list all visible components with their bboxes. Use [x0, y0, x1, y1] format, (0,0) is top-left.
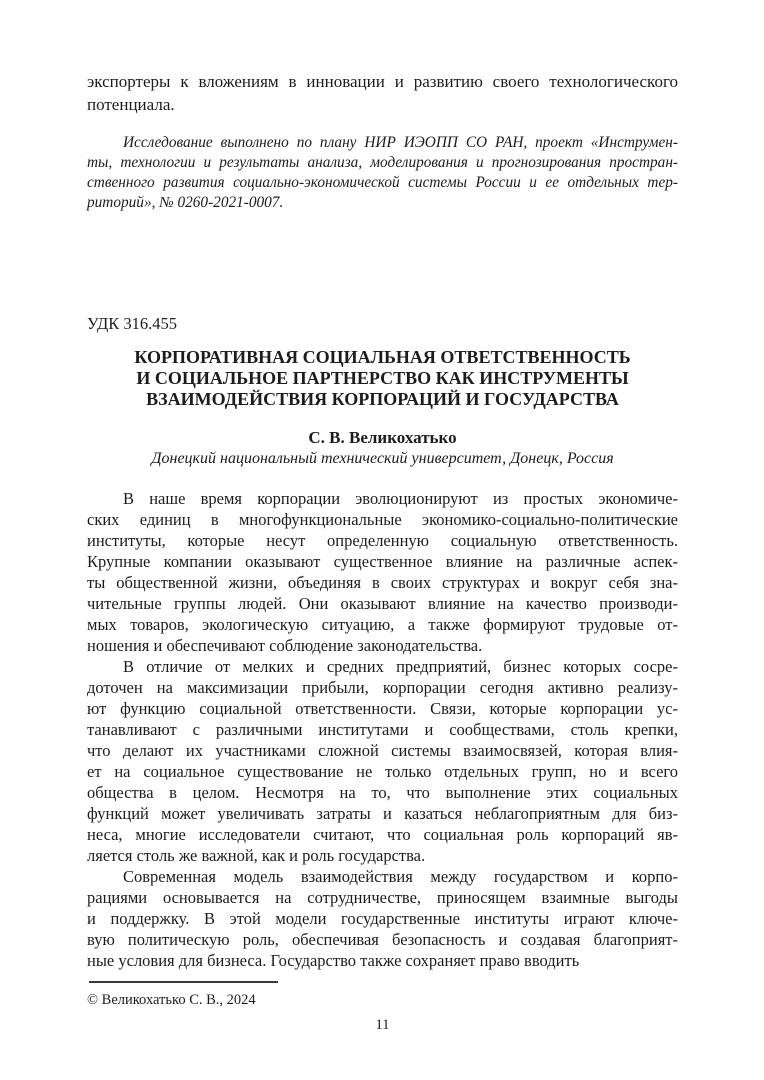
text-line: ты, технологии и результаты анализа, моделирования и прогнозирования простран- — [87, 154, 678, 171]
text-line: общества в целом. Несмотря на то, что выполнение этих социальных — [87, 783, 678, 802]
text-line: риторий», № 0260-2021-0007. — [87, 194, 284, 211]
text-line: ет на социальное существование не только отдельных групп, но и всего — [87, 762, 678, 781]
body-paragraph-3 — [87, 866, 678, 971]
text-line: что делают их участниками сложной системы взаимосвязей, которая влия- — [87, 741, 678, 760]
udc-classification-code: УДК 316.455 — [87, 314, 178, 333]
page-number: 11 — [375, 1017, 390, 1033]
text-line: ственного развития социально-экономической системы России и ее отдельных тер- — [87, 174, 678, 191]
footnote-separator-rule — [89, 981, 278, 983]
article-body — [87, 488, 678, 971]
text-line: потенциала. — [87, 95, 175, 114]
text-line: ношения и обеспечивают соблюдение законодательства. — [87, 636, 483, 655]
text-line: танавливают с различными институтами и сообществами, столь крепки, — [87, 720, 678, 739]
text-line: Крупные компании оказывают существенное влияние на различные аспек- — [87, 552, 678, 571]
body-paragraph-2 — [87, 656, 678, 866]
text-line: ляется столь же важной, как и роль государства. — [87, 846, 426, 865]
text-line: В наше время корпорации эволюционируют из простых экономиче- — [123, 489, 678, 508]
funding-acknowledgment-paragraph — [87, 133, 678, 213]
text-line: экспортеры к вложениям в инновации и развитию своего технологического — [87, 72, 678, 91]
text-line: функций может увеличивать затраты и казаться неблагоприятным для биз- — [87, 804, 678, 823]
text-line: И СОЦИАЛЬНОЕ ПАРТНЕРСТВО КАК ИНСТРУМЕНТЫ — [136, 368, 629, 388]
previous-article-fragment-paragraph — [87, 70, 678, 116]
text-line: ВЗАИМОДЕЙСТВИЯ КОРПОРАЦИЙ И ГОСУДАРСТВА — [146, 389, 619, 409]
text-line: КОРПОРАТИВНАЯ СОЦИАЛЬНАЯ ОТВЕТСТВЕННОСТЬ — [134, 347, 631, 367]
text-line: неса, многие исследователи считают, что социальная роль корпораций яв- — [87, 825, 678, 844]
text-line: ских единиц в многофункциональные экономико-социально-политические — [87, 510, 678, 529]
article-title — [87, 347, 678, 410]
text-line: рациями основывается на сотрудничестве, приносящем взаимные выгоды — [87, 888, 678, 907]
text-line: и поддержку. В этой модели государственные институты играют ключе- — [87, 909, 678, 928]
text-line: Современная модель взаимодействия между государством и корпо- — [123, 867, 678, 886]
article-author: С. В. Великохатько — [308, 428, 457, 447]
text-line: институты, которые несут определенную социальную ответственность. — [87, 531, 678, 550]
text-line: В отличие от мелких и средних предприятий, бизнес которых сосре- — [123, 657, 678, 676]
text-line: ные условия для бизнеса. Государство также сохраняет право вводить — [87, 951, 580, 970]
text-line: чительные группы людей. Они оказывают влияние на качество производи- — [87, 594, 678, 613]
text-line: доточен на максимизации прибыли, корпорации сегодня активно реализу- — [87, 678, 678, 697]
text-line: вую политическую роль, обеспечивая безопасность и создавая благоприят- — [87, 930, 678, 949]
text-line: мых товаров, экологическую ситуацию, а также формируют трудовые от- — [87, 615, 678, 634]
copyright-notice: © Великохатько С. В., 2024 — [87, 992, 256, 1008]
text-line: ты общественной жизни, объединяя в своих структурах и вокруг себя зна- — [87, 573, 678, 592]
author-affiliation: Донецкий национальный технический университет, Донецк, Россия — [151, 450, 614, 467]
body-paragraph-1 — [87, 488, 678, 656]
text-line: Исследование выполнено по плану НИР ИЭОПП СО РАН, проект «Инструмен- — [123, 134, 678, 151]
text-line: ют функцию социальной ответственности. Связи, которые корпорации ус- — [87, 699, 678, 718]
